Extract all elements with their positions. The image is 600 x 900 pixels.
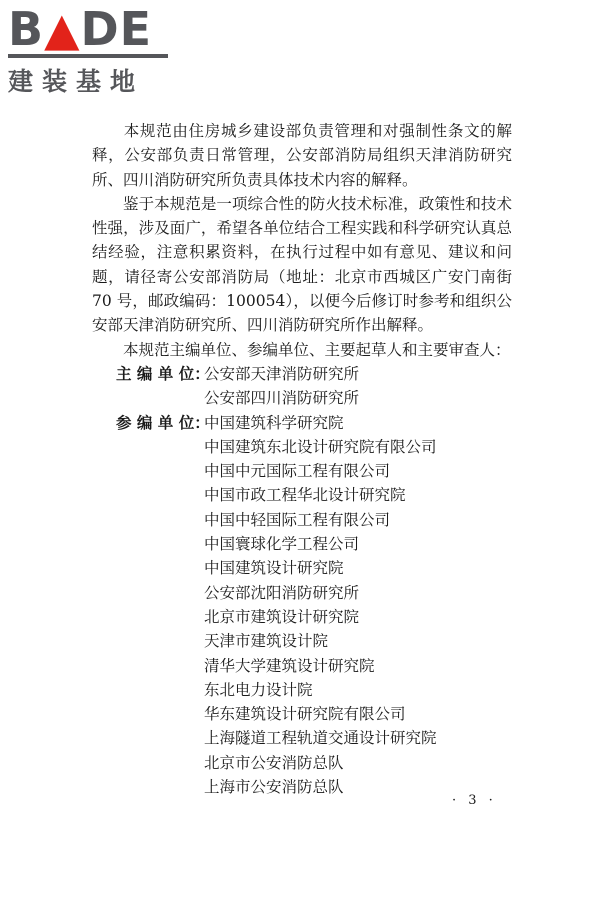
document-body [92, 119, 512, 799]
chief-editor-unit: 公安部四川消防研究所 [204, 389, 360, 408]
co-editor-row [92, 459, 512, 483]
co-editor-unit: 上海市公安消防总队 [204, 778, 344, 797]
co-editor-unit: 中国中轻国际工程有限公司 [204, 510, 391, 529]
co-editor-unit: 华东建筑设计研究院有限公司 [204, 705, 406, 724]
co-editor-row [92, 751, 512, 775]
co-editor-unit: 中国建筑东北设计研究院有限公司 [204, 437, 437, 456]
co-editor-row [92, 654, 512, 678]
co-editor-row [92, 605, 512, 629]
logo-letters-ba: B [8, 2, 45, 56]
paragraph-responsibility: 本规范由住房城乡建设部负责管理和对强制性条文的解释，公安部负责日常管理，公安部消防局组织天津消防研究所、四川消防研究所负责具体技术内容的解释。 [92, 122, 512, 189]
co-editor-unit: 中国建筑设计研究院 [204, 559, 344, 578]
chief-editor-label: 主 编 单 位： [116, 363, 210, 383]
co-editor-unit: 北京市建筑设计研究院 [204, 607, 360, 626]
co-editor-row [92, 678, 512, 702]
logo-wordmark [8, 2, 178, 56]
co-editor-unit: 天津市建筑设计院 [204, 632, 329, 651]
brand-logo [8, 2, 178, 98]
co-editor-row [92, 508, 512, 532]
co-editor-label: 参 编 单 位： [116, 412, 210, 432]
chief-editor-row [92, 362, 512, 386]
co-editor-row [92, 629, 512, 653]
co-editor-unit: 中国市政工程华北设计研究院 [204, 486, 406, 505]
co-editor-row [92, 581, 512, 605]
units-list [92, 362, 512, 799]
logo-letters-de: DE [80, 2, 153, 56]
paragraph-units-intro: 本规范主编单位、参编单位、主要起草人和主要审查人： [123, 340, 511, 359]
co-editor-row [92, 435, 512, 459]
co-editor-row [92, 556, 512, 580]
co-editor-row [92, 702, 512, 726]
co-editor-unit: 清华大学建筑设计研究院 [204, 656, 375, 675]
paragraph-feedback: 鉴于本规范是一项综合性的防火技术标准，政策性和技术性强，涉及面广，希望各单位结合工程实践和科学研究认真总结经验，注意积累资料，在执行过程中如有意见、建议和问题，请径寄公安部消防局（地址：北京市西城区广安门南街 70 号，邮政编码：100054），以便今后修订时参考和组织公安部天津消防研究所、四川消防研究所作出解释。 [92, 194, 512, 335]
co-editor-unit: 上海隧道工程轨道交通设计研究院 [204, 729, 437, 748]
logo-subtitle: 建装基地 [8, 67, 145, 96]
logo-triangle-a: ▲ [44, 2, 81, 56]
co-editor-unit: 北京市公安消防总队 [204, 753, 344, 772]
page-number: · 3 · [452, 793, 497, 808]
co-editor-row [92, 775, 512, 799]
co-editor-unit: 公安部沈阳消防研究所 [204, 583, 360, 602]
co-editor-row [92, 483, 512, 507]
co-editor-unit: 中国建筑科学研究院 [204, 413, 344, 432]
co-editor-unit: 中国中元国际工程有限公司 [204, 462, 391, 481]
co-editor-unit: 东北电力设计院 [204, 680, 313, 699]
co-editor-row [92, 411, 512, 435]
chief-editor-unit: 公安部天津消防研究所 [204, 364, 360, 383]
co-editor-unit: 中国寰球化学工程公司 [204, 535, 360, 554]
co-editor-row [92, 726, 512, 750]
chief-editor-row [92, 386, 512, 410]
co-editor-row [92, 532, 512, 556]
